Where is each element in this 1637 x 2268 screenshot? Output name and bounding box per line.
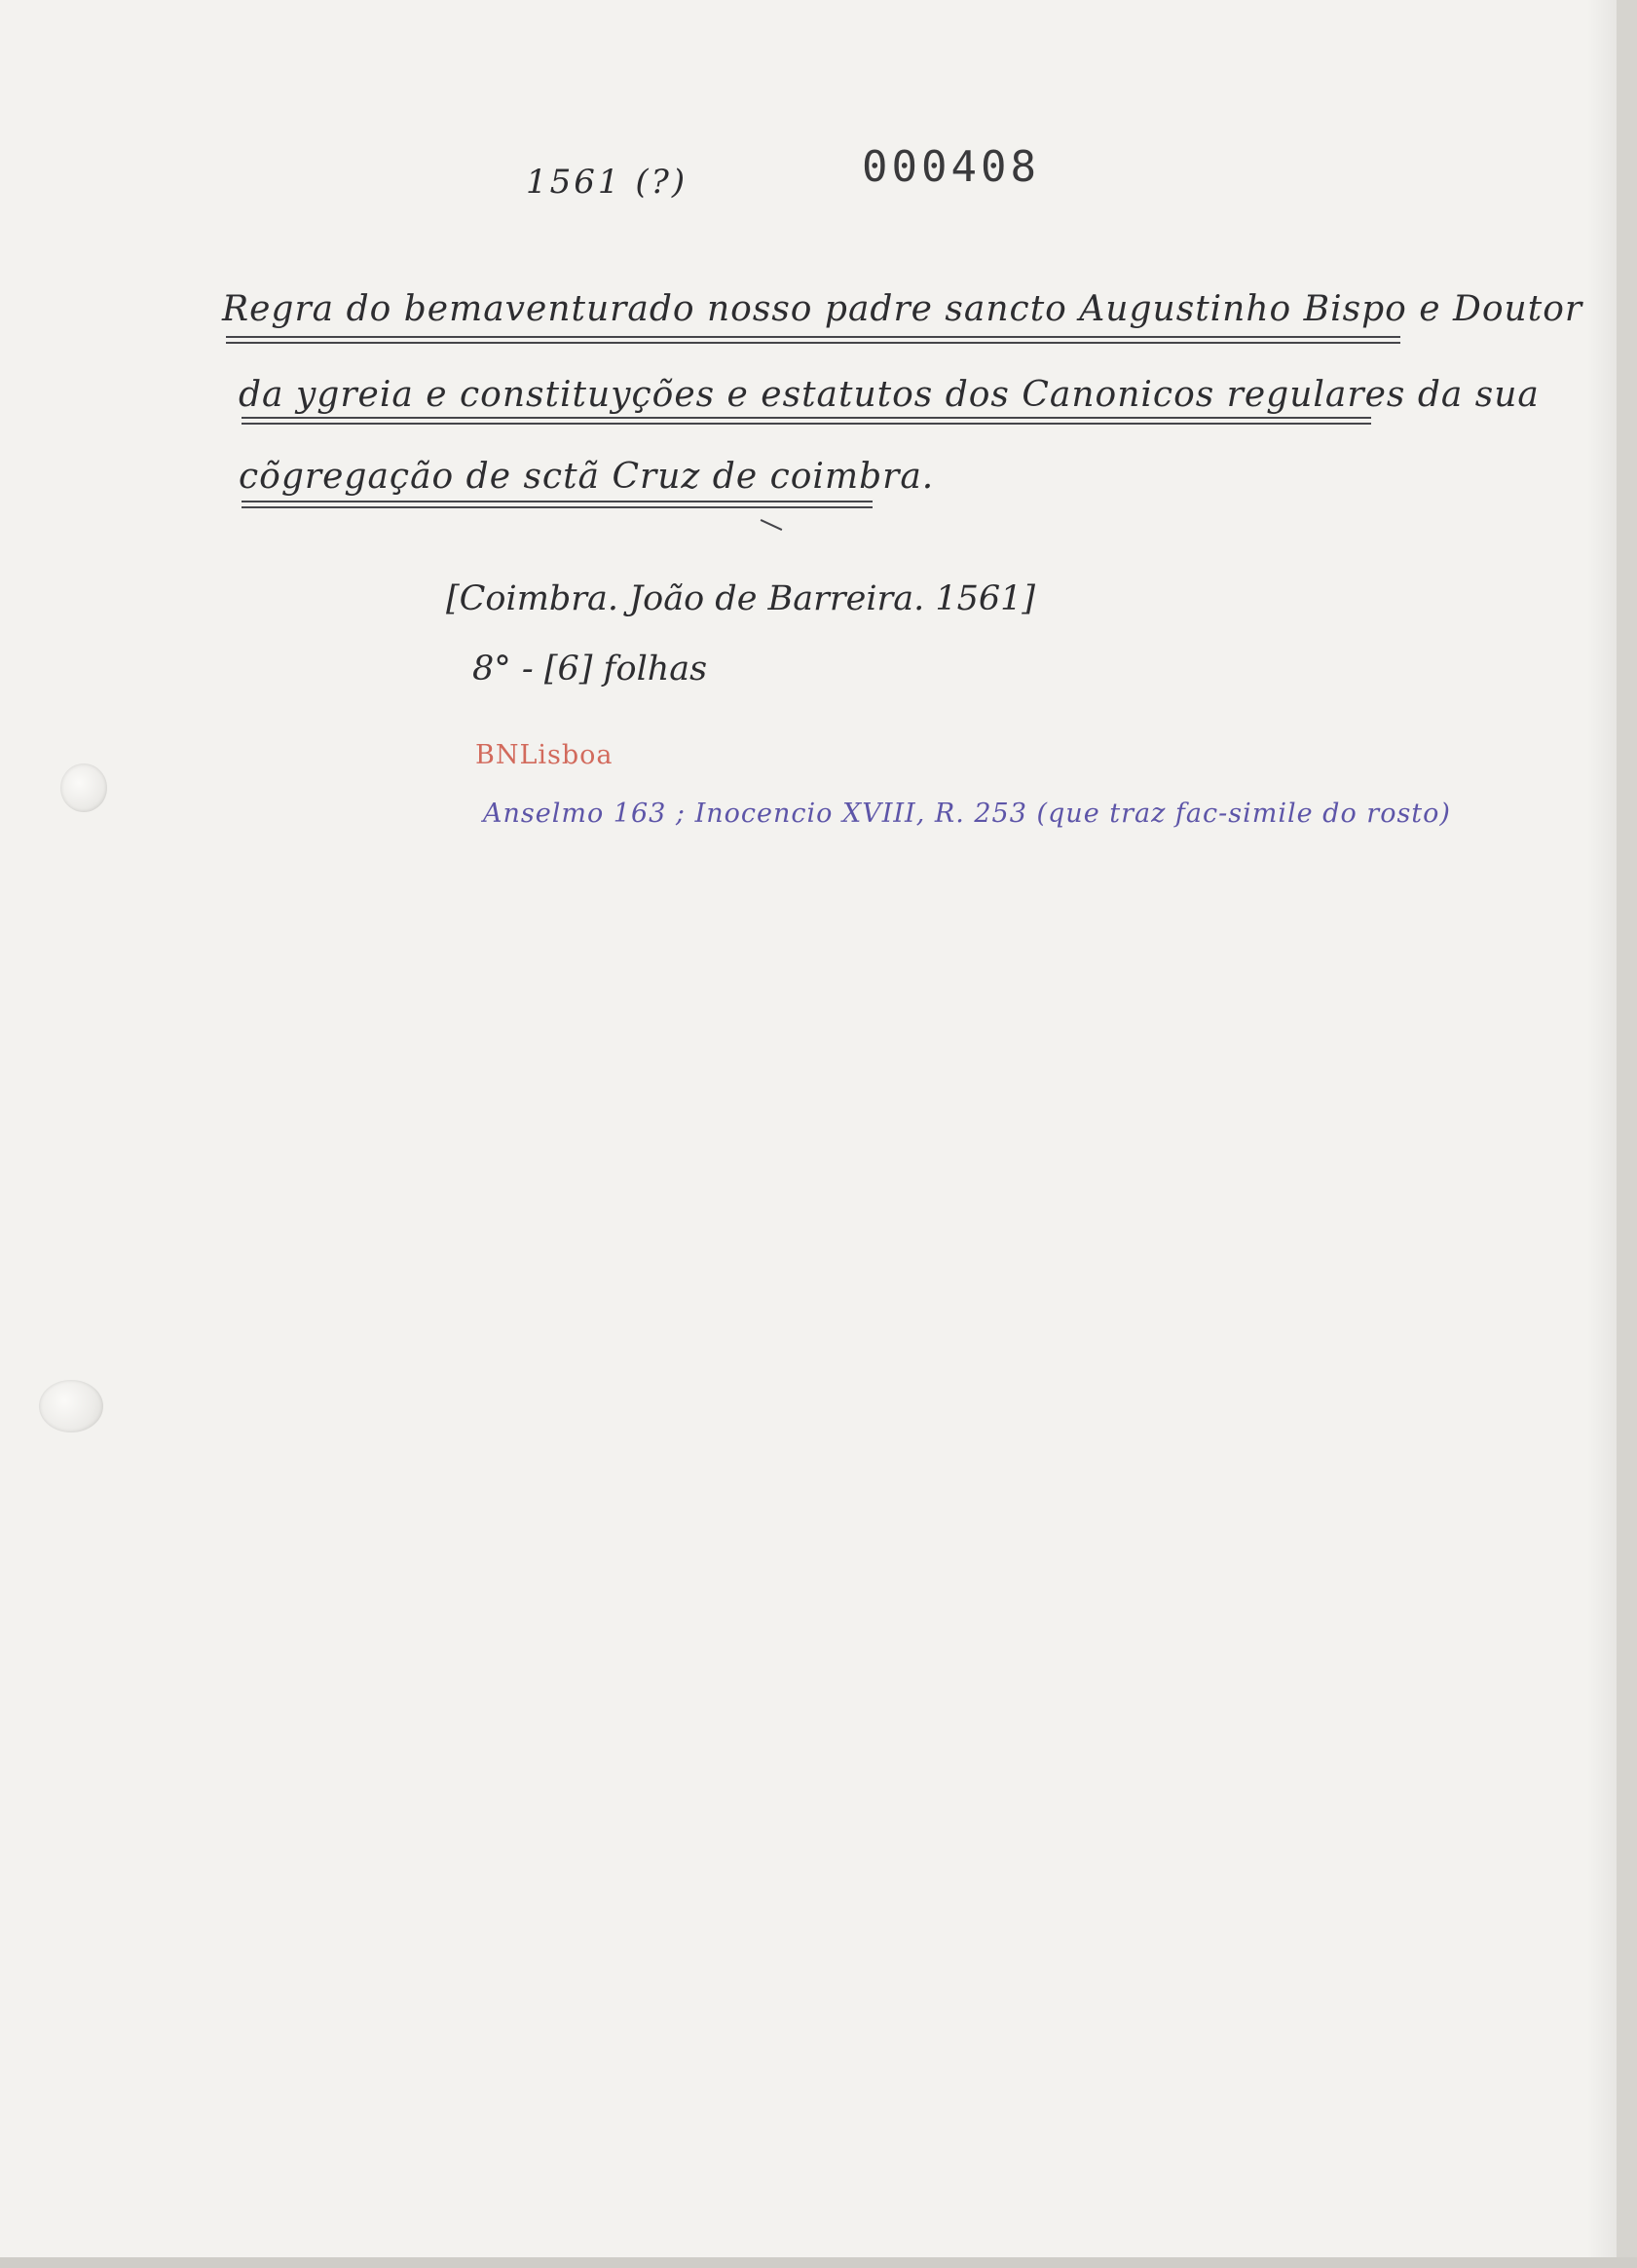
- scan-bottom-border: [0, 2257, 1637, 2268]
- references-note: Anselmo 163 ; Inocencio XVIII, R. 253 (que traz fac-simile do rosto): [483, 799, 1451, 829]
- title-underline-3: [242, 501, 873, 508]
- punch-hole-bottom: [39, 1380, 103, 1432]
- catalog-number: 000408: [862, 142, 1040, 192]
- imprint-note: [Coimbra. João de Barreira. 1561]: [446, 579, 1036, 618]
- title-underline-2: [242, 417, 1371, 425]
- punch-hole-top: [60, 763, 107, 812]
- title-line-1: Regra do bemaventurado nosso padre sancto Augustinho Bispo e Doutor: [222, 289, 1583, 329]
- title-underline-1: [226, 336, 1400, 344]
- title-line-2: da ygreia e constituyções e estatutos dos Canonicos regulares da sua: [239, 375, 1540, 415]
- date-note: 1561 (?): [526, 163, 688, 202]
- format-note: 8° - [6] folhas: [472, 650, 708, 688]
- pen-tick-mark: [761, 519, 783, 531]
- paper-edge-shadow: [1587, 0, 1617, 2257]
- library-note: BNLisboa: [475, 740, 614, 770]
- title-line-3: cõgregação de sctã Cruz de coimbra.: [239, 457, 935, 497]
